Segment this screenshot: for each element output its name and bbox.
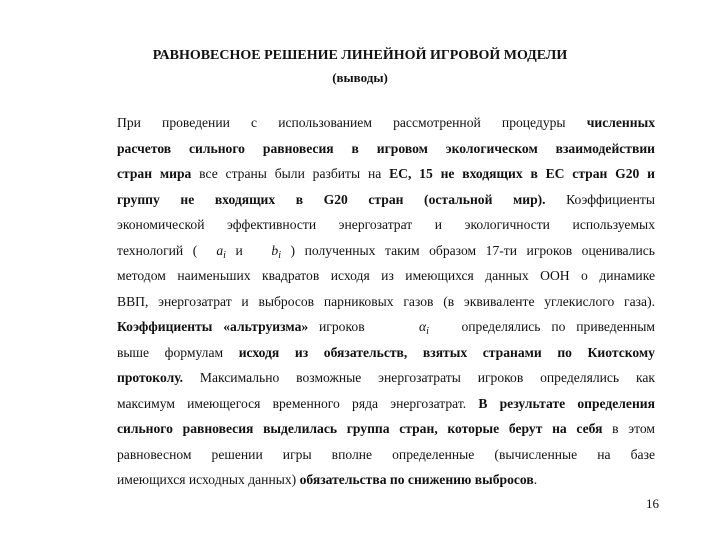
text-run: максимум имеющегося временного ряда энергозатрат. — [117, 395, 479, 411]
body-paragraph — [117, 110, 655, 493]
text-run-bold: исходя из обязательств, взятых странами по Киотскому — [238, 344, 655, 360]
text-run-bold: стран мира — [117, 166, 192, 181]
text-run-bold: Коэффициенты «альтруизма» — [117, 319, 309, 334]
paragraph-line-13 — [117, 416, 655, 442]
text-run: . — [533, 472, 538, 487]
math-subscript: i — [426, 326, 429, 337]
math-symbol: b — [271, 242, 279, 258]
text-run: выше формулам — [117, 344, 239, 360]
text-run-bold: обязательства по снижению выбросов — [299, 472, 534, 487]
text-run: определялись по приведенным — [450, 319, 656, 334]
text-run: технологий ( — [117, 242, 198, 258]
text-run-bold: протоколу. — [117, 370, 184, 385]
text-run: игроков — [308, 319, 376, 334]
text-run-bold: сильного равновесия выделилась группа стран, которые берут на себя — [117, 421, 603, 436]
math-symbol: α — [418, 319, 427, 334]
text-run: все страны были разбиты на — [191, 166, 390, 181]
symbol-alpha-i — [375, 319, 450, 337]
paragraph-line-11 — [117, 365, 655, 391]
paragraph-line-3 — [117, 161, 655, 187]
paragraph-line-6 — [117, 238, 655, 264]
text-run: имеющихся исходных данных) — [117, 472, 300, 487]
page-subtitle: (выводы) — [332, 70, 388, 85]
paragraph-line-2: расчетов сильного равновесия в игровом экологическом взаимодействии — [117, 140, 655, 156]
text-run: в этом — [602, 421, 655, 436]
text-run-bold: ЕС, 15 не входящих в ЕС стран G20 и — [389, 166, 655, 181]
page-title: РАВНОВЕСНОЕ РЕШЕНИЕ ЛИНЕЙНОЙ ИГРОВОЙ МОДЕЛИ — [152, 48, 568, 63]
text-run: При проведении с использованием рассмотренной процедуры — [117, 115, 587, 130]
paragraph-line-7: методом наименьших квадратов исходя из имеющихся данных ООН о динамике — [117, 268, 655, 283]
paragraph-line-8: ВВП, энергозатрат и выбросов парниковых газов (в эквиваленте углекислого газа). — [117, 293, 655, 309]
math-subscript: i — [278, 249, 281, 261]
symbol-b-i — [252, 242, 281, 261]
text-run: Коэффициенты — [545, 191, 655, 207]
text-run: ) полученных таким образом 17-ти игроков оценивались — [280, 242, 655, 258]
text-run-bold: группу не входящих в G20 стран (остальной мир). — [117, 191, 546, 207]
paragraph-line-1 — [117, 110, 655, 136]
paragraph-line-5: экономической эффективности энергозатрат и экологичности используемых — [117, 217, 655, 232]
paragraph-line-12 — [117, 391, 655, 417]
paragraph-line-15 — [117, 467, 655, 493]
math-symbol: a — [216, 242, 224, 258]
paragraph-line-4 — [117, 187, 655, 213]
paragraph-line-10 — [117, 340, 655, 366]
text-run: Максимально возможные энергозатраты игроков определялись как — [183, 370, 655, 385]
paragraph-line-9 — [117, 314, 655, 340]
symbol-a-i — [197, 242, 226, 261]
text-run-bold: численных — [586, 115, 655, 130]
page-number: 16 — [646, 496, 659, 511]
text-run: и — [225, 242, 253, 258]
math-subscript: i — [223, 249, 226, 261]
text-run-bold: В результате определения — [478, 395, 655, 411]
paragraph-line-14: равновесном решении игры вполне определенные (вычисленные на базе — [117, 446, 655, 462]
